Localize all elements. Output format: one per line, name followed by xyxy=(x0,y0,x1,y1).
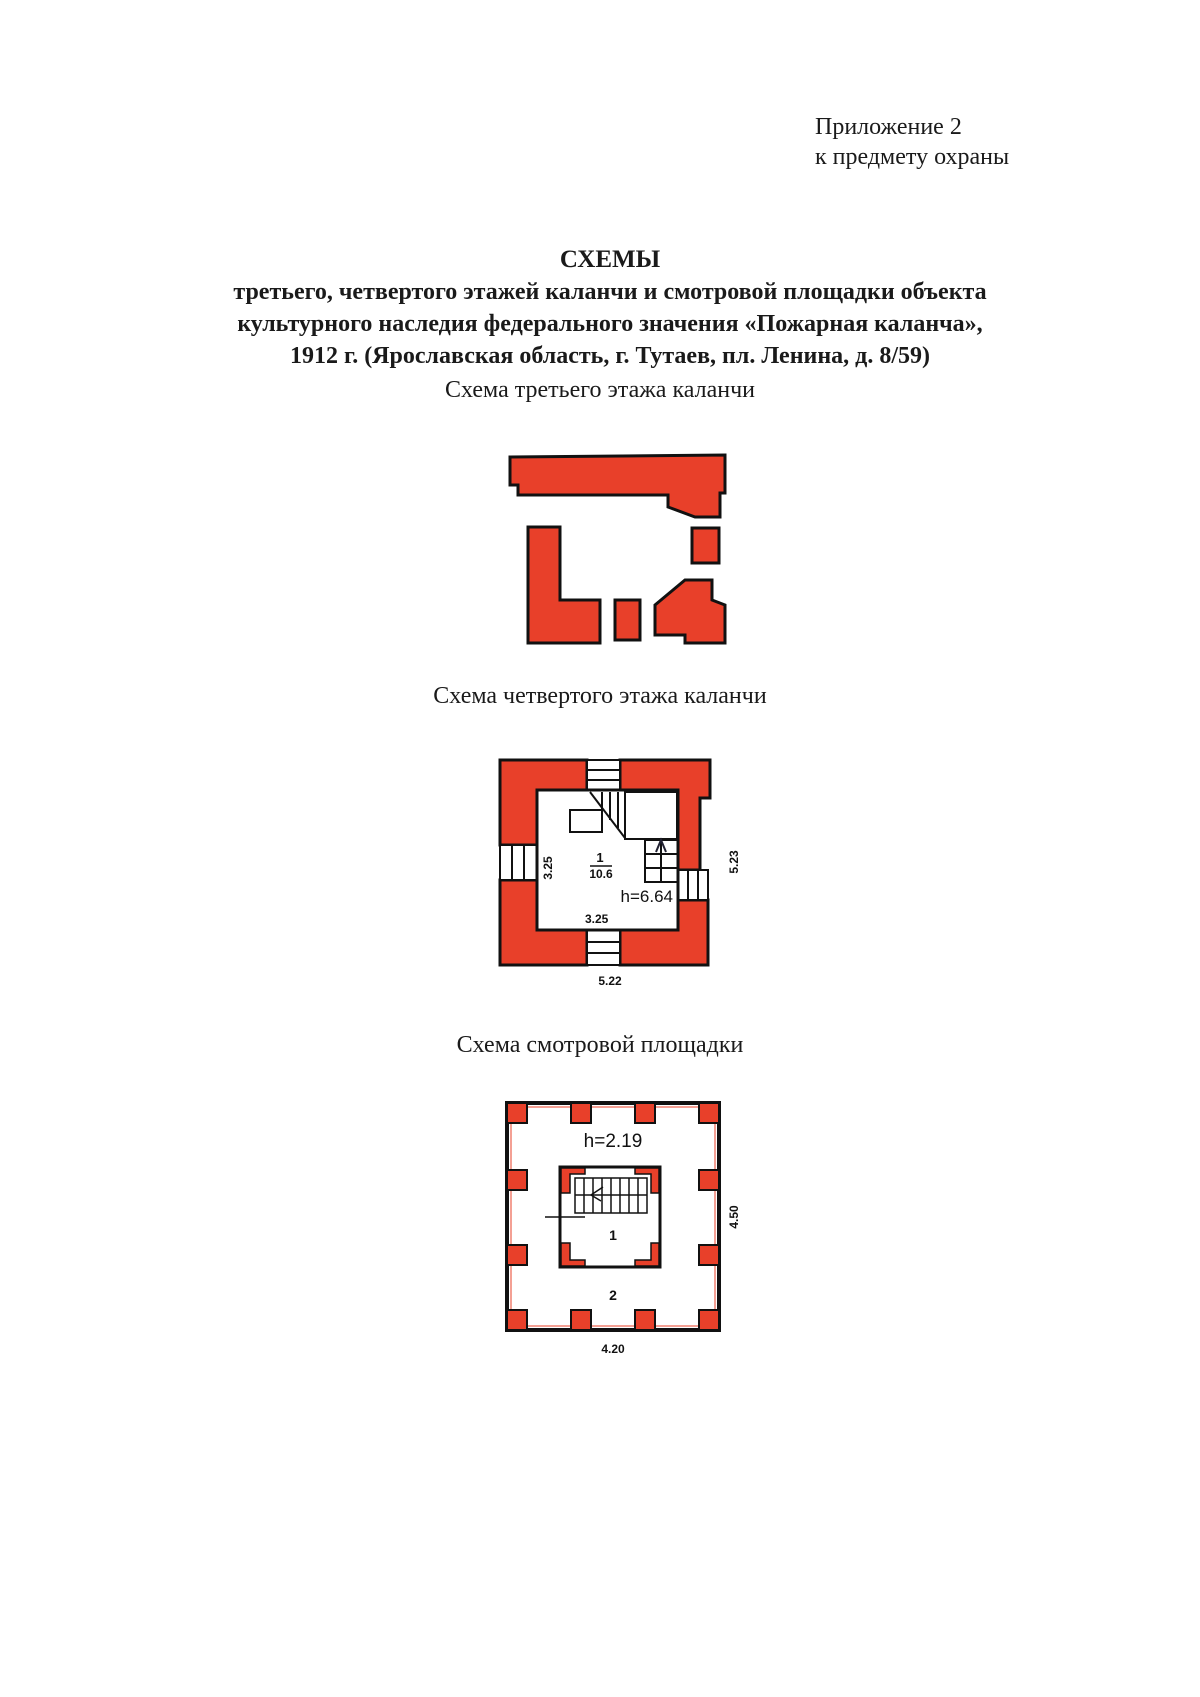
fourth-floor-plan xyxy=(490,750,760,1000)
dim-inner-bottom: 3.25 xyxy=(585,912,609,926)
dim-right: 5.23 xyxy=(727,850,741,874)
appendix-reference xyxy=(815,112,1009,172)
opening-right xyxy=(678,870,708,900)
appendix-line-2: к предмету охраны xyxy=(815,144,1010,170)
title-line-3: 1912 г. (Ярославская область, г. Тутаев, пл. Ленина, д. 8/59) xyxy=(290,343,930,369)
title-line-2: культурного наследия федерального значения «Пожарная каланча», xyxy=(237,311,983,337)
dim-bottom: 4.20 xyxy=(601,1342,625,1356)
dim-bottom: 5.22 xyxy=(598,974,622,988)
third-floor-plan xyxy=(500,445,750,665)
room-number: 1 xyxy=(596,850,604,865)
room-number-inner: 1 xyxy=(609,1227,617,1243)
appendix-line-1: Приложение 2 xyxy=(815,114,962,140)
room-area: 10.6 xyxy=(589,867,613,881)
title-line-1: третьего, четвертого этажей каланчи и смотровой площадки объекта xyxy=(233,279,987,305)
opening-left xyxy=(500,845,537,880)
wall-left xyxy=(528,527,600,643)
dim-right: 4.50 xyxy=(727,1205,741,1229)
height-label: h=6.64 xyxy=(620,887,673,906)
title-main: СХЕМЫ xyxy=(559,246,661,273)
room-outline xyxy=(537,790,678,930)
height-label: h=2.19 xyxy=(583,1131,643,1152)
pier-right-upper xyxy=(692,528,719,563)
wall-corner-se xyxy=(620,900,708,965)
pier-middle xyxy=(615,600,640,640)
opening-bottom xyxy=(587,930,620,965)
wall-corner-sw xyxy=(500,880,587,965)
caption-fourth-floor: Схема четвертого этажа каланчи xyxy=(433,683,767,709)
staircase-icon xyxy=(570,792,678,882)
caption-observation-deck: Схема смотровой площадки xyxy=(456,1032,744,1058)
observation-deck-plan xyxy=(495,1095,765,1365)
dim-left: 3.25 xyxy=(541,856,555,880)
caption-third-floor: Схема третьего этажа каланчи xyxy=(444,377,756,403)
wall-right-lower xyxy=(655,580,725,643)
document-title xyxy=(0,244,1200,372)
room-number-outer: 2 xyxy=(609,1287,617,1303)
opening-top xyxy=(587,760,620,790)
wall-top xyxy=(510,455,725,517)
